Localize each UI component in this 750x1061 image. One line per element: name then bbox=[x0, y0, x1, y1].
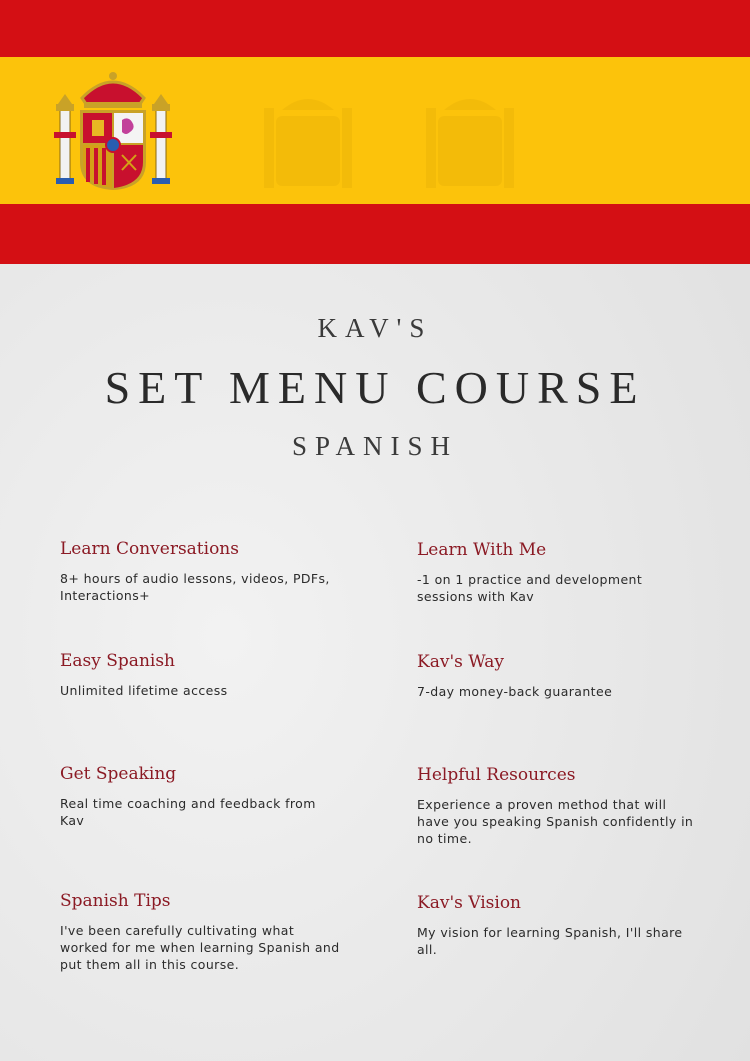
feature-heading: Kav's Way bbox=[417, 652, 504, 672]
feature-text: Unlimited lifetime access bbox=[60, 683, 228, 698]
feature-heading: Learn Conversations bbox=[60, 539, 239, 559]
feature-spanish-tips bbox=[60, 890, 340, 973]
feature-helpful-resources bbox=[417, 764, 697, 847]
owner-title: KAV'S bbox=[317, 313, 433, 343]
feature-heading: Get Speaking bbox=[60, 764, 177, 784]
flag-red-stripe-top bbox=[0, 0, 750, 57]
language-title: SPANISH bbox=[291, 431, 459, 461]
feature-get-speaking bbox=[60, 763, 340, 829]
feature-heading: Kav's Vision bbox=[417, 893, 522, 913]
feature-easy-spanish bbox=[60, 650, 340, 699]
faded-emblem-icon bbox=[262, 88, 354, 192]
feature-kavs-way bbox=[417, 651, 697, 700]
course-title: SET MENU COURSE bbox=[104, 362, 646, 413]
feature-learn-conversations bbox=[60, 538, 340, 604]
faded-emblem-icon bbox=[424, 88, 516, 192]
feature-text: 7-day money-back guarantee bbox=[417, 684, 613, 699]
spain-flag-banner bbox=[0, 0, 750, 264]
feature-heading: Helpful Resources bbox=[417, 765, 576, 785]
feature-heading: Easy Spanish bbox=[60, 651, 175, 671]
feature-text: Real time coaching and feedback from Kav bbox=[60, 796, 316, 828]
feature-heading: Learn With Me bbox=[417, 540, 547, 560]
feature-text: I've been carefully cultivating what worked for me when learning Spanish and put them all in this course. bbox=[60, 923, 340, 972]
coat-of-arms-icon bbox=[52, 70, 174, 194]
feature-learn-with-me bbox=[417, 539, 697, 605]
feature-text: -1 on 1 practice and development sessions with Kav bbox=[417, 572, 643, 604]
feature-text: Experience a proven method that will have you speaking Spanish confidently in no time. bbox=[417, 797, 694, 846]
title-block bbox=[0, 310, 750, 464]
flag-red-stripe-bottom bbox=[0, 204, 750, 264]
feature-heading: Spanish Tips bbox=[60, 891, 171, 911]
feature-kavs-vision bbox=[417, 892, 697, 958]
feature-text: 8+ hours of audio lessons, videos, PDFs, Interactions+ bbox=[60, 571, 330, 603]
feature-text: My vision for learning Spanish, I'll share all. bbox=[417, 925, 683, 957]
